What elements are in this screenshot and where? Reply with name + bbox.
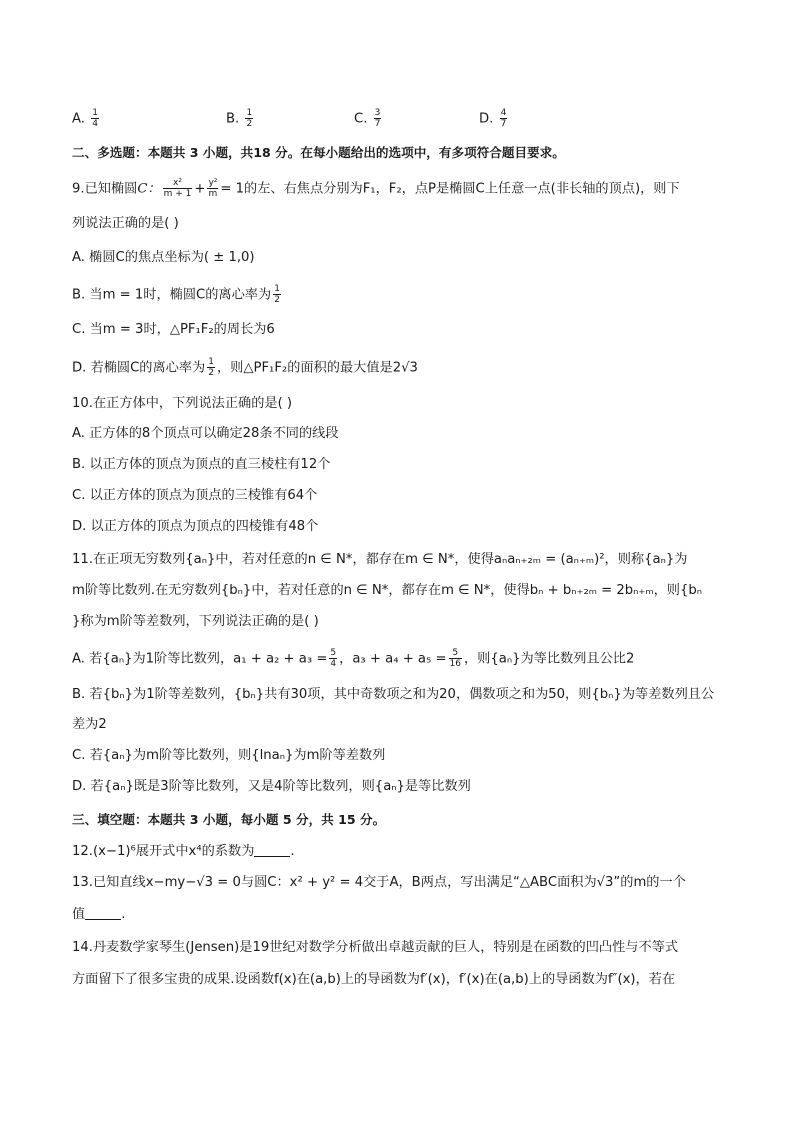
option-c: C. $\frac{3}{7}$ <box>354 108 381 129</box>
answer-blank[interactable] <box>254 856 290 857</box>
option-a: A. $\frac{1}{4}$ <box>72 108 98 129</box>
q9-option-c: C. 当m = 3时，△PF₁F₂的周长为6 <box>72 322 275 337</box>
q9-stem-line2: 列说法正确的是( ) <box>72 216 179 231</box>
q14-stem-line2: 方面留下了很多宝贵的成果.设函数f(x)在(a,b)上的导函数为f′(x)，f′(x)在(a,b)上的导函数为f″(x)，若在 <box>72 972 676 987</box>
q9-option-a: A. 椭圆C的焦点坐标为( ± 1,0) <box>72 250 255 265</box>
q14-stem-line1: 14.丹麦数学家琴生(Jensen)是19世纪对数学分析做出卓越贡献的巨人，特别是在函数的凹凸性与不等式 <box>72 940 679 955</box>
q11-option-d: D. 若{aₙ}既是3阶等比数列，又是4阶等比数列，则{aₙ}是等比数列 <box>72 779 471 794</box>
q11-option-a: A. 若{aₙ}为1阶等比数列，a₁ + a₂ + a₃ = $\frac{5}{4}$ ，a₃ + a₄ + a₅ = $\frac{5}{16}$ ，则{aₙ}为等比数列且公比2 <box>72 648 635 669</box>
q10-stem: 10.在正方体中，下列说法正确的是( ) <box>72 396 293 411</box>
q10-option-b: B. 以正方体的顶点为顶点的直三棱柱有12个 <box>72 457 331 472</box>
option-d: D. $\frac{4}{7}$ <box>479 108 507 129</box>
q12-stem: 12.(x−1)⁶展开式中x⁴的系数为 . <box>72 844 295 859</box>
q11-option-b-line1: B. 若{bₙ}为1阶等差数列，{bₙ}共有30项，其中奇数项之和为20，偶数项之和为50，则{bₙ}为等差数列且公 <box>72 687 715 702</box>
q11-option-b-line2: 差为2 <box>72 717 107 732</box>
q11-option-c: C. 若{aₙ}为m阶等比数列，则{lnaₙ}为m阶等差数列 <box>72 748 386 763</box>
section-heading-fill-in: 三、填空题：本题共 3 小题，每小题 5 分，共 15 分。 <box>72 812 386 827</box>
q11-stem-line1: 11.在正项无穷数列{aₙ}中，若对任意的n ∈ N*，都存在m ∈ N*，使得aₙaₙ₊₂ₘ = (aₙ₊ₘ)²，则称{aₙ}为 <box>72 552 688 567</box>
q9-option-d: D. 若椭圆C的离心率为 $\frac{1}{2}$ ，则△PF₁F₂的面积的最大值是2√3 <box>72 357 418 378</box>
section-heading-multiple-choice: 二、多选题：本题共 3 小题，共18 分。在每小题给出的选项中，有多项符合题目要求。 <box>72 145 565 160</box>
q9-option-b: B. 当m = 1时，椭圆C的离心率为 $\frac{1}{2}$ <box>72 284 280 305</box>
q10-option-a: A. 正方体的8个顶点可以确定28条不同的线段 <box>72 426 339 441</box>
q13-stem-line2: 值 . <box>72 907 126 922</box>
previous-question-options <box>72 108 732 130</box>
q11-stem-line2: m阶等比数列.在无穷数列{bₙ}中，若对任意的n ∈ N*，都存在m ∈ N*，使得bₙ + bₙ₊₂ₘ = 2bₙ₊ₘ，则{bₙ <box>72 583 702 598</box>
q13-stem-line1: 13.已知直线x−my−√3 = 0与圆C：x² + y² = 4交于A，B两点，写出满足“△ABC面积为√3”的m的一个 <box>72 875 686 890</box>
q10-option-d: D. 以正方体的顶点为顶点的四棱锥有48个 <box>72 519 319 534</box>
q10-option-c: C. 以正方体的顶点为顶点的三棱锥有64个 <box>72 488 318 503</box>
q9-stem-line1: 9.已知椭圆C： $\frac{\text{x²}}{m + 1}$ + $\frac{\text{y²}}{m}$ = 1的左、右焦点分别为F₁，F₂，点P是椭圆C上任意一点(非长轴的顶点)，则下 <box>72 178 680 199</box>
answer-blank[interactable] <box>85 919 121 920</box>
option-b: B. $\frac{1}{2}$ <box>226 108 253 129</box>
q11-stem-line3: }称为m阶等差数列，下列说法正确的是( ) <box>72 614 319 629</box>
